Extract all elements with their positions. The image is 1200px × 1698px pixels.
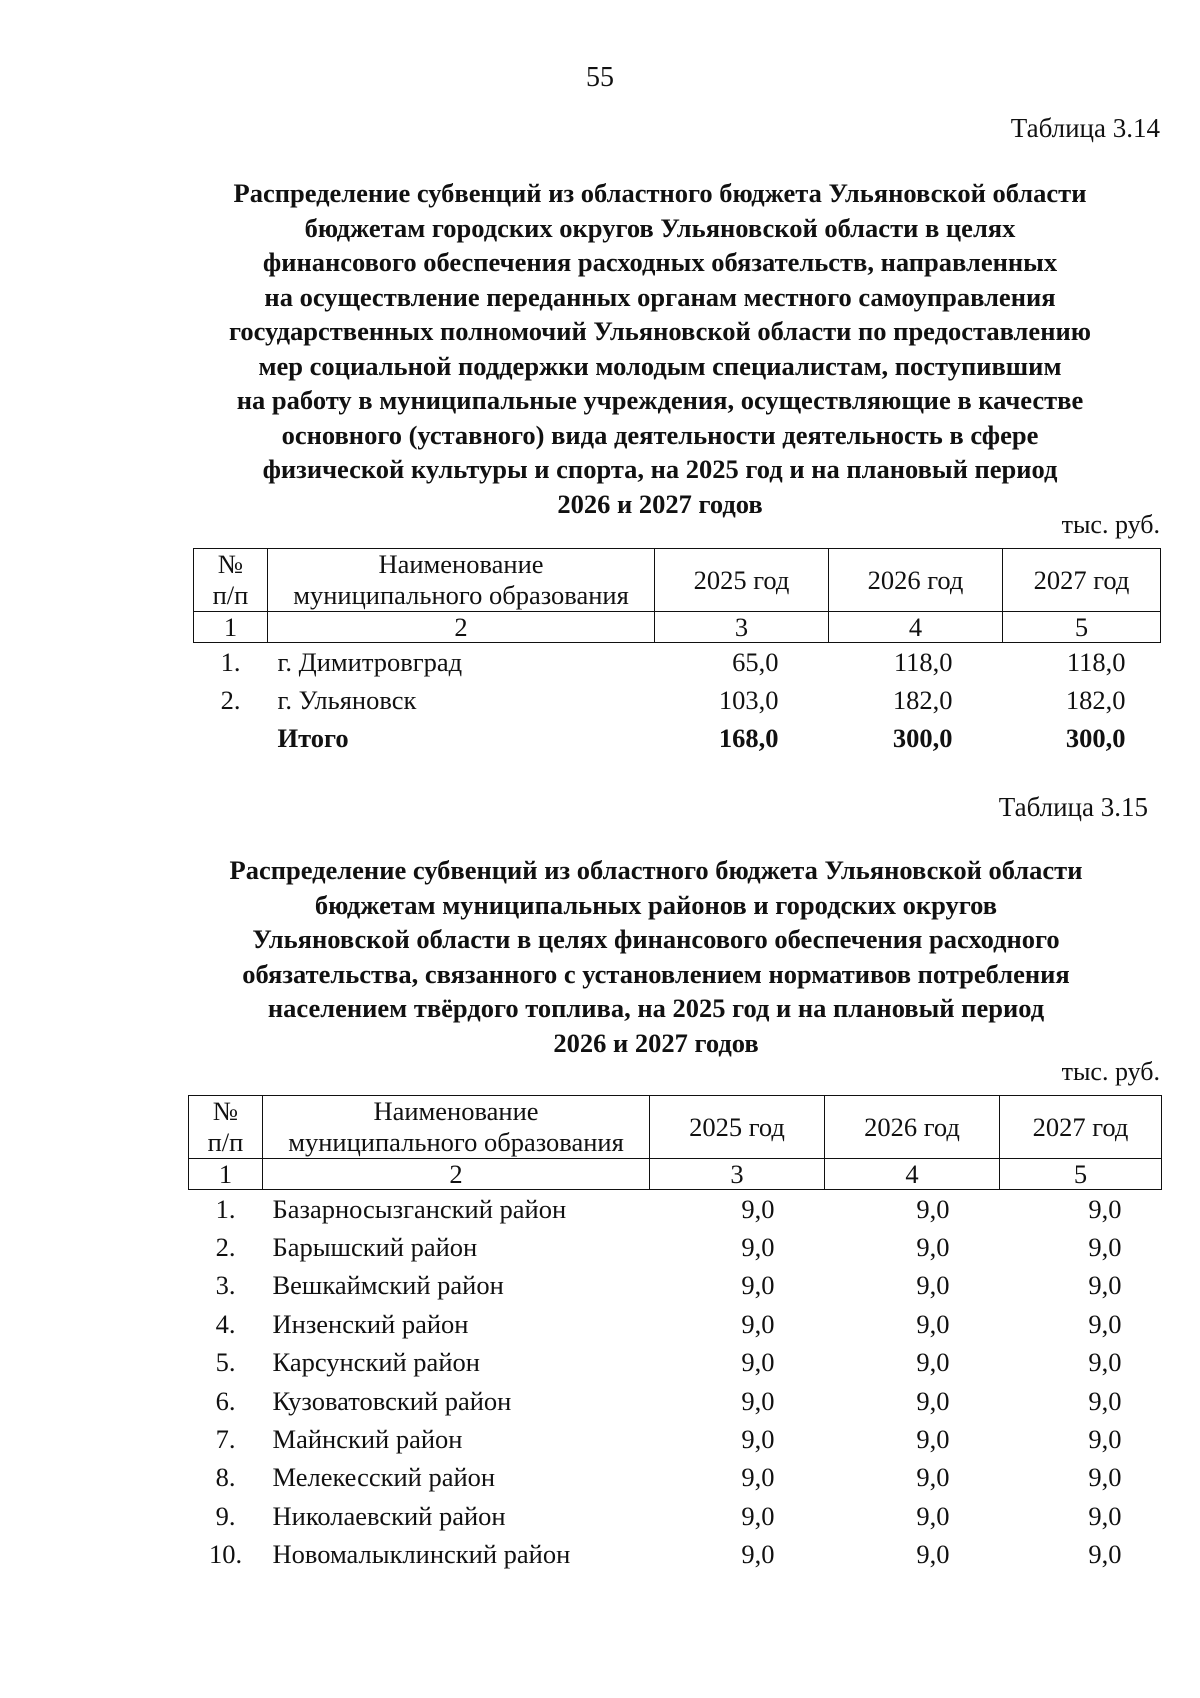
units-label-3-15: тыс. руб. xyxy=(1061,1057,1160,1086)
header-number-line2: п/п xyxy=(212,580,249,610)
column-number: 5 xyxy=(1003,612,1161,643)
header-name-line2: муниципального образования xyxy=(288,1127,624,1157)
value-2027: 9,0 xyxy=(1088,1424,1122,1455)
value-2025: 103,0 xyxy=(718,684,779,715)
title-line: бюджетам городских округов Ульяновской области в целях xyxy=(304,212,1016,243)
column-number-row xyxy=(194,612,1161,643)
title-line: физической культуры и спорта, на 2025 год и на плановый период xyxy=(262,454,1058,484)
header-number-line1: № xyxy=(217,549,244,579)
table-row xyxy=(189,1305,1162,1343)
table-label-3-14: Таблица 3.14 xyxy=(1010,113,1160,143)
value-2026: 182,0 xyxy=(892,684,953,715)
value-2026: 9,0 xyxy=(916,1232,950,1263)
header-name-line2: муниципального образования xyxy=(293,580,629,610)
municipality-name: Новомалыклинский район xyxy=(272,1539,571,1570)
header-year-2025: 2025 год xyxy=(650,1096,825,1159)
row-number: 10. xyxy=(208,1539,243,1570)
municipality-name: Базарносызганский район xyxy=(272,1193,567,1224)
row-number: 2. xyxy=(220,684,241,715)
municipality-name: Кузоватовский район xyxy=(272,1385,512,1416)
title-line: Распределение субвенций из областного бюджета Ульяновской области xyxy=(233,178,1087,208)
title-line: бюджетам муниципальных районов и городских округов xyxy=(314,889,998,920)
row-number: 5. xyxy=(215,1347,236,1378)
row-number: 3. xyxy=(215,1270,236,1301)
value-2026: 9,0 xyxy=(916,1193,950,1224)
title-line: на работу в муниципальные учреждения, осуществляющие в качестве xyxy=(236,385,1084,415)
table-row xyxy=(189,1420,1162,1458)
table-row xyxy=(189,1459,1162,1497)
table-row xyxy=(194,681,1161,719)
column-number: 5 xyxy=(1000,1159,1162,1190)
table-title-3-15 xyxy=(196,853,1116,1060)
column-number: 2 xyxy=(268,612,655,643)
value-2027: 9,0 xyxy=(1088,1232,1122,1263)
title-line: финансового обеспечения расходных обязательств, направленных xyxy=(262,247,1058,277)
title-line: Ульяновской области в целях финансового обеспечения расходного xyxy=(252,924,1060,954)
page-number: 55 xyxy=(586,62,614,93)
row-number: 6. xyxy=(215,1385,236,1416)
municipality-name: Мелекесский район xyxy=(272,1462,496,1493)
row-number: 7. xyxy=(215,1424,236,1455)
header-year-2026: 2026 год xyxy=(825,1096,1000,1159)
value-2027: 9,0 xyxy=(1088,1347,1122,1378)
table-row xyxy=(189,1497,1162,1535)
title-line: обязательства, связанного с установлением нормативов потребления xyxy=(242,958,1070,989)
value-2026: 118,0 xyxy=(893,646,953,677)
column-number: 3 xyxy=(655,612,829,643)
title-line: основного (уставного) вида деятельности деятельность в сфере xyxy=(281,419,1039,450)
municipality-name: Николаевский район xyxy=(272,1500,506,1531)
value-2025: 9,0 xyxy=(741,1385,775,1416)
header-number xyxy=(194,549,268,612)
table-row xyxy=(194,643,1161,682)
value-2025: 9,0 xyxy=(741,1500,775,1531)
value-2026: 9,0 xyxy=(916,1500,950,1531)
title-line: на осуществление переданных органам местного самоуправления xyxy=(264,281,1056,312)
title-line: государственных полномочий Ульяновской области по предоставлению xyxy=(229,316,1091,346)
table-row xyxy=(189,1228,1162,1266)
row-number: 8. xyxy=(215,1462,236,1493)
value-2025: 65,0 xyxy=(732,646,779,677)
table-row xyxy=(189,1267,1162,1305)
header-year-2026: 2026 год xyxy=(829,549,1003,612)
column-number: 4 xyxy=(829,612,1003,643)
value-2027: 9,0 xyxy=(1088,1308,1122,1339)
row-number: 1. xyxy=(220,646,241,677)
title-line: 2026 и 2027 годов xyxy=(557,488,763,519)
header-name xyxy=(263,1096,650,1159)
table-label-3-15: Таблица 3.15 xyxy=(998,792,1148,822)
value-2027: 9,0 xyxy=(1088,1539,1122,1570)
column-number: 1 xyxy=(189,1159,263,1190)
header-year-2027: 2027 год xyxy=(1000,1096,1162,1159)
total-2025: 168,0 xyxy=(718,722,779,753)
municipality-name: Карсунский район xyxy=(272,1347,480,1378)
value-2026: 9,0 xyxy=(916,1347,950,1378)
value-2026: 9,0 xyxy=(916,1462,950,1493)
value-2025: 9,0 xyxy=(741,1424,775,1455)
value-2027: 9,0 xyxy=(1088,1270,1122,1301)
title-line: 2026 и 2027 годов xyxy=(553,1027,759,1058)
value-2026: 9,0 xyxy=(916,1424,950,1455)
value-2025: 9,0 xyxy=(741,1347,775,1378)
value-2026: 9,0 xyxy=(916,1270,950,1301)
total-2027: 300,0 xyxy=(1065,722,1126,753)
value-2025: 9,0 xyxy=(741,1462,775,1493)
value-2025: 9,0 xyxy=(741,1193,775,1224)
municipality-name: Барышский район xyxy=(272,1232,478,1263)
header-number-line1: № xyxy=(212,1096,239,1126)
table-3-14 xyxy=(193,548,1161,757)
value-2026: 9,0 xyxy=(916,1539,950,1570)
value-2025: 9,0 xyxy=(741,1308,775,1339)
value-2026: 9,0 xyxy=(916,1385,950,1416)
header-number xyxy=(189,1096,263,1159)
table-title-3-14 xyxy=(200,176,1120,521)
row-number: 2. xyxy=(215,1232,236,1263)
title-line: населением твёрдого топлива, на 2025 год и на плановый период xyxy=(267,993,1045,1023)
table-row xyxy=(189,1190,1162,1229)
municipality-name: Инзенский район xyxy=(272,1308,469,1339)
title-line: Распределение субвенций из областного бюджета Ульяновской области xyxy=(229,855,1083,885)
value-2025: 9,0 xyxy=(741,1270,775,1301)
value-2027: 9,0 xyxy=(1088,1500,1122,1531)
value-2027: 9,0 xyxy=(1088,1462,1122,1493)
total-label: Итого xyxy=(277,722,349,753)
column-number: 1 xyxy=(194,612,268,643)
title-line: мер социальной поддержки молодым специалистам, поступившим xyxy=(258,350,1062,381)
table-row xyxy=(189,1382,1162,1420)
header-year-2025: 2025 год xyxy=(655,549,829,612)
municipality-name: Майнский район xyxy=(272,1424,463,1455)
municipality-name: г. Димитровград xyxy=(277,646,463,677)
table-row xyxy=(189,1344,1162,1382)
municipality-name: г. Ульяновск xyxy=(277,684,417,715)
total-2026: 300,0 xyxy=(892,722,953,753)
column-number: 3 xyxy=(650,1159,825,1190)
value-2027: 182,0 xyxy=(1065,684,1126,715)
header-name xyxy=(268,549,655,612)
row-number: 9. xyxy=(215,1500,236,1531)
row-number: 1. xyxy=(215,1193,236,1224)
table-3-15 xyxy=(188,1095,1162,1574)
header-name-line1: Наименование xyxy=(373,1096,539,1126)
header-year-2027: 2027 год xyxy=(1003,549,1161,612)
row-number: 4. xyxy=(215,1308,236,1339)
value-2027: 9,0 xyxy=(1088,1193,1122,1224)
value-2025: 9,0 xyxy=(741,1539,775,1570)
value-2027: 9,0 xyxy=(1088,1385,1122,1416)
header-name-line1: Наименование xyxy=(378,549,544,579)
value-2025: 9,0 xyxy=(741,1232,775,1263)
total-empty-cell xyxy=(194,719,268,757)
column-number: 2 xyxy=(263,1159,650,1190)
value-2027: 118,0 xyxy=(1066,646,1126,677)
value-2026: 9,0 xyxy=(916,1308,950,1339)
municipality-name: Вешкаймский район xyxy=(272,1270,504,1301)
total-row xyxy=(194,719,1161,757)
column-number: 4 xyxy=(825,1159,1000,1190)
column-number-row xyxy=(189,1159,1162,1190)
table-row xyxy=(189,1536,1162,1574)
header-number-line2: п/п xyxy=(207,1127,244,1157)
units-label-3-14: тыс. руб. xyxy=(1061,510,1160,539)
